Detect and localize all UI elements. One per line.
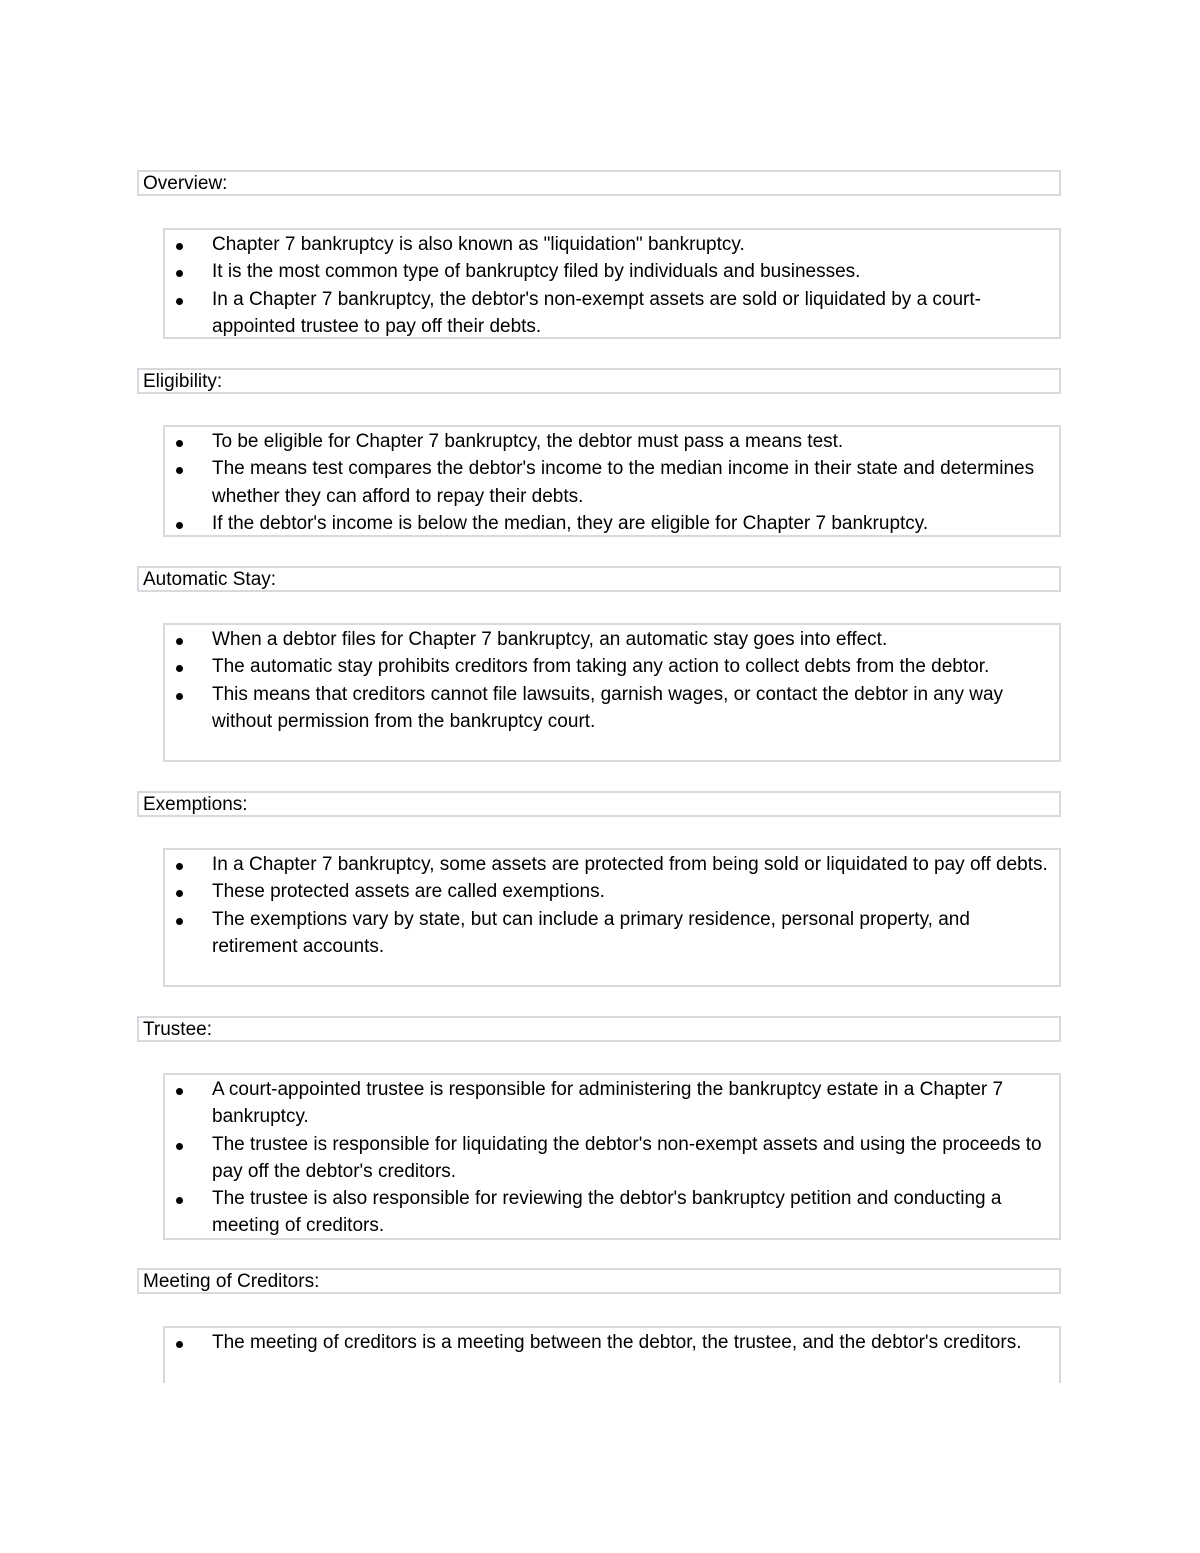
bullet-icon [176, 440, 183, 447]
section-heading-overview: Overview: [137, 170, 1061, 196]
list-item-text: In a Chapter 7 bankruptcy, the debtor's non-exempt assets are sold or liquidated by a court-appointed trustee to pay off their debts. [212, 288, 981, 337]
bullet-icon [176, 638, 183, 645]
section-heading-exemptions: Exemptions: [137, 791, 1061, 817]
bullet-list-meeting-of-creditors [163, 1326, 1061, 1383]
list-item-text: It is the most common type of bankruptcy filed by individuals and businesses. [212, 261, 861, 283]
list-item [165, 1131, 1059, 1186]
list-item-text: To be eligible for Chapter 7 bankruptcy, the debtor must pass a means test. [212, 431, 844, 452]
bullet-icon [176, 890, 183, 897]
list-item-text: The trustee is also responsible for reviewing the debtor's bankruptcy petition and conducting a meeting of creditors. [212, 1188, 1002, 1237]
bullet-icon [176, 270, 183, 277]
section-heading-automatic-stay: Automatic Stay: [137, 566, 1061, 592]
list-item-text: If the debtor's income is below the median, they are eligible for Chapter 7 bankruptcy. [212, 512, 929, 534]
section-heading-meeting-of-creditors: Meeting of Creditors: [137, 1268, 1061, 1294]
list-item-text: These protected assets are called exemptions. [212, 881, 605, 903]
section-heading-trustee: Trustee: [137, 1016, 1061, 1042]
bullet-list-overview [163, 228, 1061, 339]
bullet-icon [176, 467, 183, 474]
bullet-icon [176, 1341, 183, 1348]
bullet-icon [176, 243, 183, 250]
bullet-list-automatic-stay [163, 623, 1061, 762]
bullet-icon [176, 1197, 183, 1204]
bullet-icon [176, 665, 183, 672]
bullet-icon [176, 1088, 183, 1095]
list-item [165, 1076, 1059, 1131]
list-item [165, 510, 1059, 537]
list-item [165, 626, 1059, 653]
bullet-icon [176, 918, 183, 925]
bullet-list-eligibility [163, 425, 1061, 537]
list-item [165, 1185, 1059, 1240]
list-item-text: In a Chapter 7 bankruptcy, some assets are protected from being sold or liquidated to pay off debts. [212, 854, 1048, 875]
list-item-text: The trustee is responsible for liquidating the debtor's non-exempt assets and using the proceeds to pay off the debtor's creditors. [212, 1133, 1042, 1182]
list-item [165, 231, 1059, 258]
bullet-icon [176, 863, 183, 870]
list-item [165, 1329, 1059, 1356]
list-item [165, 455, 1059, 510]
list-item-text: The means test compares the debtor's income to the median income in their state and determines whether they can afford to repay their debts. [212, 458, 1035, 507]
list-item [165, 286, 1059, 339]
list-item-text: The automatic stay prohibits creditors from taking any action to collect debts from the debtor. [212, 656, 990, 678]
list-item [165, 258, 1059, 285]
section-heading-eligibility: Eligibility: [137, 368, 1061, 394]
list-item [165, 851, 1059, 878]
bullet-icon [176, 522, 183, 529]
bullet-list-trustee [163, 1073, 1061, 1240]
list-item [165, 428, 1059, 455]
list-item [165, 878, 1059, 905]
list-item-text: When a debtor files for Chapter 7 bankruptcy, an automatic stay goes into effect. [212, 629, 888, 650]
list-item [165, 906, 1059, 961]
list-item-text: Chapter 7 bankruptcy is also known as "liquidation" bankruptcy. [212, 234, 745, 255]
list-item-text: This means that creditors cannot file lawsuits, garnish wages, or contact the debtor in any way without permission from the bankruptcy court. [212, 683, 1004, 732]
list-item [165, 653, 1059, 680]
list-item [165, 681, 1059, 736]
bullet-list-exemptions [163, 848, 1061, 987]
bullet-icon [176, 1143, 183, 1150]
list-item-text: The meeting of creditors is a meeting between the debtor, the trustee, and the debtor's creditors. [212, 1332, 1022, 1353]
list-item-text: The exemptions vary by state, but can include a primary residence, personal property, and retirement accounts. [212, 908, 970, 957]
bullet-icon [176, 693, 183, 700]
list-item-text: A court-appointed trustee is responsible for administering the bankruptcy estate in a Chapter 7 bankruptcy. [212, 1079, 1004, 1128]
bullet-icon [176, 298, 183, 305]
